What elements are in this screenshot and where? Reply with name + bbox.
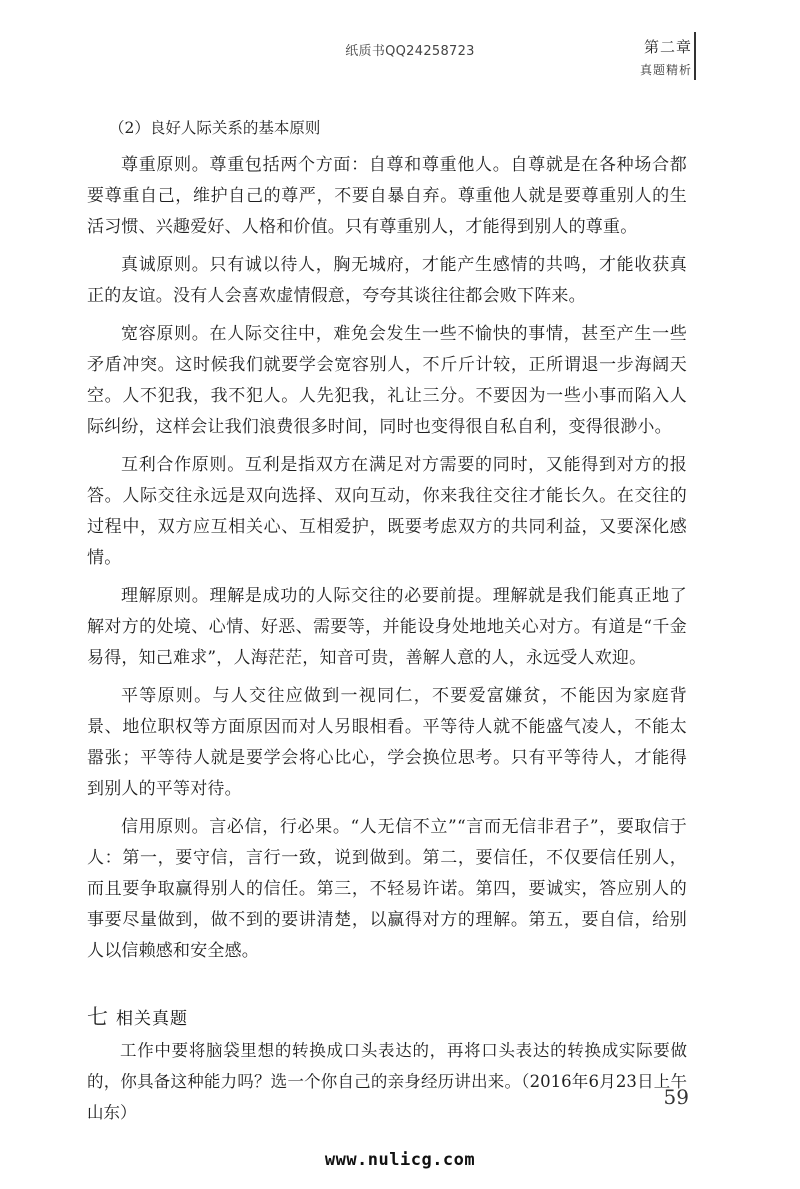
paragraph-understanding: 理解原则。理解是成功的人际交往的必要前提。理解就是我们能真正地了解对方的处境、心情、好恶、需要等，并能设身处地地关心对方。有道是“千金易得，知己难求”，人海茫茫，知音可贵，善解人意的人，永远受人欢迎。 [87, 586, 687, 668]
paragraph-credibility: 信用原则。言必信，行必果。“人无信不立”“言而无信非君子”，要取信于人：第一，要守信，言行一致，说到做到。第二，要信任，不仅要信任别人，而且要争取赢得别人的信任。第三，不轻易许诺。第四，要诚实，答应别人的事要尽量做到，做不到的要讲清楚，以赢得对方的理解。第五，要自信，给别人以信赖感和安全感。 [87, 817, 687, 961]
section-number-icon: 七 [87, 1005, 108, 1029]
exam-question: 工作中要将脑袋里想的转换成口头表达的，再将口头表达的转换成实际要做的，你具备这种能力吗？选一个你自己的亲身经历讲出来。（2016年6月23日上午山东） [87, 1041, 687, 1122]
header-center-text: 纸质书QQ24258723 [345, 44, 475, 59]
paragraph-sincerity: 真诚原则。只有诚以待人，胸无城府，才能产生感情的共鸣，才能收获真正的友谊。没有人会喜欢虚情假意，夸夸其谈往往都会败下阵来。 [87, 255, 687, 306]
paragraph-mutual-benefit: 互利合作原则。互利是指双方在满足对方需要的同时，又能得到对方的报答。人际交往永远是双向选择、双向互动，你来我往交往才能长久。在交往的过程中，双方应互相关心、互相爱护，既要考虑双方的共同利益，又要深化感情。 [87, 455, 687, 568]
paragraph-tolerance: 宽容原则。在人际交往中，难免会发生一些不愉快的事情，甚至产生一些矛盾冲突。这时候我们就要学会宽容别人，不斤斤计较，正所谓退一步海阔天空。人不犯我，我不犯人。人先犯我，礼让三分。不要因为一些小事而陷入人际纠纷，这样会让我们浪费很多时间，同时也变得很自私自利，变得很渺小。 [87, 324, 687, 437]
page-number: 59 [663, 1085, 689, 1109]
related-questions-heading [87, 1001, 687, 1031]
paragraph-equality: 平等原则。与人交往应做到一视同仁，不要爱富嫌贫，不能因为家庭背景、地位职权等方面原因而对人另眼相看。平等待人就不能盛气凌人，不能太嚣张；平等待人就是要学会将心比心，学会换位思考。只有平等待人，才能得到别人的平等对待。 [87, 686, 687, 799]
page-body [87, 116, 687, 1128]
header-divider [694, 32, 696, 80]
related-questions-title: 相关真题 [116, 1008, 188, 1029]
footer-url: www.nulicg.com [324, 1150, 476, 1170]
chapter-header [640, 36, 692, 78]
section-heading: （2）良好人际关系的基本原则 [109, 119, 321, 137]
paragraph-respect: 尊重原则。尊重包括两个方面：自尊和尊重他人。自尊就是在各种场合都要尊重自己，维护自己的尊严，不要自暴自弃。尊重他人就是要尊重别人的生活习惯、兴趣爱好、人格和价值。只有尊重别人，才能得到别人的尊重。 [87, 155, 687, 237]
chapter-title: 第二章 [643, 38, 692, 56]
chapter-subtitle: 真题精析 [639, 63, 692, 77]
